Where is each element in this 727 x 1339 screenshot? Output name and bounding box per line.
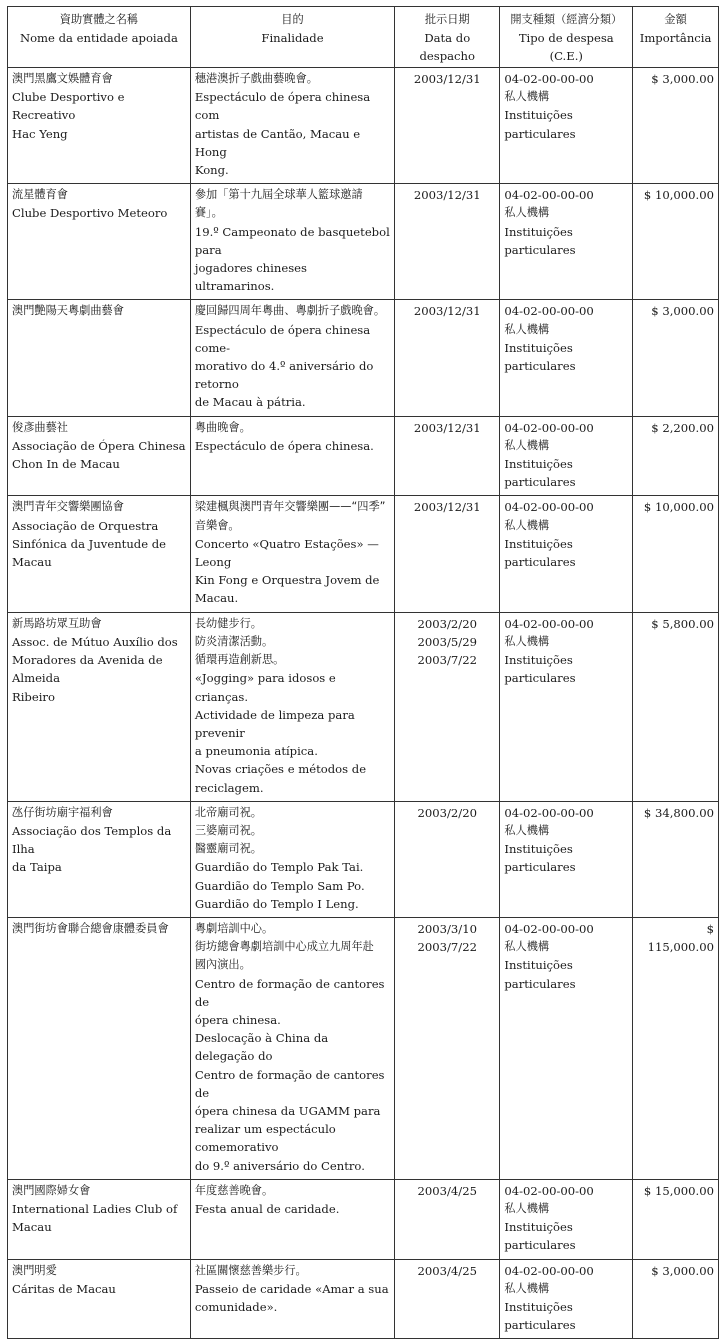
entity-line: Moradores da Avenida de Almeida — [12, 653, 163, 686]
purpose-line: Espectáculo de ópera chinesa come- — [194, 322, 371, 355]
expense-type-line: Instituições particulares — [504, 958, 576, 991]
expense-type-line: 私人機構 — [504, 438, 550, 452]
purpose-line: 年度慈善晚會。 — [194, 1183, 274, 1197]
date-line: 2003/12/31 — [413, 304, 481, 319]
entity-cell — [8, 917, 191, 1179]
purpose-line: morativo do 4.º aniversário do retorno — [194, 359, 374, 392]
amount-cell — [633, 1259, 719, 1339]
entity-line: 澳門艷陽天粵劇曲藝會 — [12, 304, 124, 318]
purpose-cell — [190, 496, 394, 612]
amount-line: $ 3,000.00 — [651, 304, 714, 319]
purpose-line: 粵劇培訓中心。 — [194, 921, 274, 935]
date-line: 2003/4/25 — [417, 1263, 477, 1278]
date-cell — [395, 184, 500, 300]
amount-cell — [633, 612, 719, 801]
entity-line: 流星體育會 — [12, 188, 68, 202]
purpose-line: 循環再造創新思。 — [194, 653, 285, 667]
purpose-line: Guardião do Templo Sam Po. — [194, 878, 365, 893]
purpose-line: 參加「第十九屆全球華人籃球邀請 — [194, 188, 363, 202]
expense-type-line: 04-02-00-00-00 — [504, 72, 594, 86]
entity-cell — [8, 184, 191, 300]
entity-line: da Taipa — [12, 860, 62, 875]
expense-type-cell — [500, 801, 633, 917]
expense-type-cell — [500, 300, 633, 416]
purpose-line: do 9.º aniversário do Centro. — [194, 1158, 365, 1173]
entity-line: Cáritas de Macau — [12, 1281, 116, 1296]
purpose-cell — [190, 416, 394, 496]
header-purpose-pt: Finalidade — [261, 31, 324, 45]
expense-type-line: 04-02-00-00-00 — [504, 188, 594, 203]
expense-type-cell — [500, 496, 633, 612]
expense-type-line: 04-02-00-00-00 — [504, 420, 594, 435]
date-cell — [395, 1259, 500, 1339]
date-cell — [395, 300, 500, 416]
expense-type-line: 私人機構 — [504, 518, 550, 532]
header-date-pt: Data do despacho — [419, 31, 475, 63]
purpose-line: Deslocação à China da delegação do — [194, 1031, 329, 1064]
date-cell — [395, 612, 500, 801]
entity-line: 俊彥曲藝社 — [12, 420, 68, 434]
entity-cell — [8, 496, 191, 612]
purpose-line: Passeio de caridade «Amar a sua — [194, 1281, 389, 1296]
purpose-line: Actividade de limpeza para prevenir — [194, 707, 355, 740]
expense-type-cell — [500, 612, 633, 801]
purpose-line: Concerto «Quatro Estações» — Leong — [194, 536, 379, 570]
expense-type-line: 04-02-00-00-00 — [504, 500, 594, 515]
purpose-line: artistas de Cantão, Macau e Hong — [194, 126, 361, 159]
purpose-line: ópera chinesa. — [194, 1012, 281, 1027]
expense-type-line: 04-02-00-00-00 — [504, 616, 594, 631]
purpose-line: Guardião do Templo Pak Tai. — [194, 860, 364, 875]
entity-line: Chon In de Macau — [12, 457, 120, 472]
expense-type-line: Instituições particulares — [504, 1220, 576, 1253]
table-row — [8, 184, 719, 300]
header-amount — [633, 7, 719, 68]
amount-cell — [633, 300, 719, 416]
expense-type-line: 私人機構 — [504, 1201, 550, 1215]
entity-line: Ribeiro — [12, 689, 55, 704]
purpose-cell — [190, 68, 394, 184]
header-entity — [8, 7, 191, 68]
amount-line: $ 115,000.00 — [647, 921, 714, 955]
expense-type-cell — [500, 1259, 633, 1339]
purpose-line: 粵曲晚會。 — [194, 420, 251, 434]
amount-line: $ 10,000.00 — [643, 188, 714, 203]
entity-line: Clube Desportivo e Recreativo — [12, 90, 125, 123]
expense-type-line: Instituições particulares — [504, 108, 576, 141]
entity-line: Sinfónica da Juventude de Macau — [12, 536, 167, 570]
purpose-line: 19.º Campeonato de basquetebol para — [194, 224, 390, 257]
entity-line: Hac Yeng — [12, 126, 68, 141]
header-amount-zh: 金額 — [664, 13, 687, 26]
entity-cell — [8, 612, 191, 801]
header-date-zh: 批示日期 — [424, 13, 470, 26]
amount-cell — [633, 68, 719, 184]
amount-cell — [633, 801, 719, 917]
entity-cell — [8, 801, 191, 917]
entity-cell — [8, 1259, 191, 1339]
amount-line: $ 2,200.00 — [651, 420, 714, 435]
entity-line: Assoc. de Mútuo Auxílio dos — [12, 634, 178, 649]
header-type-zh: 開支種類（經濟分類） — [510, 13, 623, 26]
purpose-line: Espectáculo de ópera chinesa com — [194, 90, 371, 123]
expense-type-line: 私人機構 — [504, 322, 550, 336]
amount-line: $ 3,000.00 — [651, 72, 714, 86]
expense-type-line: 04-02-00-00-00 — [504, 805, 594, 820]
purpose-line: 梁建楓與澳門青年交響樂團——“四季” — [194, 500, 386, 514]
date-line: 2003/4/25 — [417, 1183, 477, 1198]
amount-line: $ 15,000.00 — [643, 1183, 714, 1198]
expense-type-line: 私人機構 — [504, 206, 550, 220]
expense-type-line: Instituições particulares — [504, 340, 576, 374]
purpose-line: 穗港澳折子戲曲藝晚會。 — [194, 72, 318, 85]
table-row — [8, 1179, 719, 1259]
purpose-line: ópera chinesa da UGAMM para — [194, 1103, 381, 1118]
entity-cell — [8, 416, 191, 496]
expense-type-line: 私人機構 — [504, 823, 550, 837]
amount-line: $ 3,000.00 — [651, 1263, 714, 1278]
expense-type-line: 私人機構 — [504, 1281, 550, 1295]
purpose-cell — [190, 612, 394, 801]
purpose-cell — [190, 184, 394, 300]
expense-type-line: 私人機構 — [504, 634, 550, 648]
amount-cell — [633, 184, 719, 300]
purpose-line: Kong. — [194, 163, 229, 178]
purpose-line: de Macau à pátria. — [194, 395, 306, 410]
expense-type-cell — [500, 1179, 633, 1259]
purpose-cell — [190, 300, 394, 416]
header-purpose-zh: 目的 — [281, 13, 304, 26]
purpose-cell — [190, 801, 394, 917]
entity-line: Macau — [12, 1220, 52, 1235]
date-line: 2003/5/29 — [417, 634, 477, 649]
date-cell — [395, 416, 500, 496]
table-row — [8, 801, 719, 917]
table-row — [8, 1259, 719, 1339]
amount-cell — [633, 1179, 719, 1259]
header-date — [395, 7, 500, 68]
date-line: 2003/7/22 — [417, 940, 477, 955]
entity-line: International Ladies Club of — [12, 1201, 178, 1216]
expense-type-line: Instituições particulares — [504, 457, 576, 490]
subsidy-table — [7, 6, 719, 1339]
table-row — [8, 68, 719, 184]
amount-line: $ 5,800.00 — [651, 616, 714, 631]
header-type-pt: Tipo de despesa (C.E.) — [518, 31, 614, 63]
purpose-line: Guardião do Templo I Leng. — [194, 896, 359, 911]
purpose-line: Novas criações e métodos de reciclagem. — [194, 762, 367, 795]
purpose-line: Espectáculo de ópera chinesa. — [194, 438, 374, 453]
date-line: 2003/12/31 — [413, 420, 481, 435]
date-line: 2003/3/10 — [417, 921, 477, 936]
entity-line: 澳門青年交響樂團協會 — [12, 500, 124, 514]
expense-type-cell — [500, 184, 633, 300]
purpose-line: «Jogging» para idosos e crianças. — [194, 671, 336, 704]
amount-line: $ 34,800.00 — [643, 805, 714, 820]
date-cell — [395, 917, 500, 1179]
expense-type-cell — [500, 917, 633, 1179]
purpose-line: 慶回歸四周年粵曲、粵劇折子戲晚會。 — [194, 304, 386, 318]
date-line: 2003/7/22 — [417, 653, 477, 668]
expense-type-line: 04-02-00-00-00 — [504, 921, 594, 936]
purpose-line: 街坊總會粵劇培訓中心成立九周年赴 — [194, 940, 374, 954]
expense-type-line: 私人機構 — [504, 940, 550, 954]
purpose-cell — [190, 1259, 394, 1339]
purpose-line: 長幼健步行。 — [194, 616, 262, 630]
date-cell — [395, 1179, 500, 1259]
expense-type-line: 私人機構 — [504, 90, 550, 104]
header-type — [500, 7, 633, 68]
date-line: 2003/2/20 — [417, 616, 477, 631]
entity-cell — [8, 300, 191, 416]
entity-line: 澳門街坊會聯合總會康體委員會 — [12, 921, 169, 935]
amount-cell — [633, 917, 719, 1179]
header-amount-pt: Importância — [639, 31, 712, 45]
purpose-line: 三婆廟司祝。 — [194, 823, 262, 837]
purpose-line: a pneumonia atípica. — [194, 744, 318, 759]
expense-type-line: Instituições particulares — [504, 536, 576, 570]
date-cell — [395, 68, 500, 184]
table-row — [8, 300, 719, 416]
purpose-line: Centro de formação de cantores de — [194, 1067, 385, 1100]
expense-type-line: 04-02-00-00-00 — [504, 1263, 594, 1278]
header-row — [8, 7, 719, 68]
entity-line: 氹仔街坊廟宇福利會 — [12, 805, 113, 819]
purpose-line: Kin Fong e Orquestra Jovem de Macau. — [194, 573, 380, 606]
header-entity-zh: 資助實體之名稱 — [59, 13, 139, 26]
expense-type-cell — [500, 416, 633, 496]
purpose-line: 醫靈廟司祝。 — [194, 842, 262, 856]
purpose-cell — [190, 1179, 394, 1259]
entity-cell — [8, 1179, 191, 1259]
header-purpose — [190, 7, 394, 68]
purpose-line: 國內演出。 — [194, 958, 251, 972]
expense-type-line: Instituições particulares — [504, 653, 576, 686]
amount-line: $ 10,000.00 — [643, 500, 714, 515]
entity-line: 澳門明愛 — [12, 1263, 57, 1277]
entity-line: Associação de Ópera Chinesa — [12, 438, 186, 453]
date-cell — [395, 801, 500, 917]
purpose-line: 音樂會。 — [194, 518, 240, 532]
table-body — [8, 68, 719, 1339]
date-line: 2003/12/31 — [413, 188, 481, 203]
entity-line: Clube Desportivo Meteoro — [12, 206, 168, 221]
purpose-line: realizar um espectáculo comemorativo — [194, 1122, 336, 1155]
expense-type-line: 04-02-00-00-00 — [504, 304, 594, 319]
entity-line: Associação de Orquestra — [12, 518, 159, 533]
entity-line: 澳門國際婦女會 — [12, 1183, 91, 1197]
entity-line: Associação dos Templos da Ilha — [12, 823, 172, 857]
expense-type-line: Instituições particulares — [504, 842, 576, 875]
purpose-line: 北帝廟司祝。 — [194, 805, 262, 819]
header-entity-pt: Nome da entidade apoiada — [19, 31, 178, 45]
purpose-line: 防炎清潔活動。 — [194, 634, 274, 648]
table-row — [8, 496, 719, 612]
amount-cell — [633, 416, 719, 496]
purpose-line: Festa anual de caridade. — [194, 1201, 340, 1216]
purpose-line: 賽」。 — [194, 206, 223, 220]
purpose-line: 社區關懷慈善樂步行。 — [194, 1263, 307, 1277]
expense-type-line: Instituições particulares — [504, 1300, 576, 1333]
purpose-line: jogadores chineses ultramarinos. — [194, 261, 307, 294]
table-row — [8, 917, 719, 1179]
entity-line: 澳門黑鷹文娛體育會 — [12, 72, 113, 85]
date-line: 2003/12/31 — [413, 500, 481, 515]
expense-type-line: Instituições particulares — [504, 224, 576, 257]
purpose-cell — [190, 917, 394, 1179]
expense-type-cell — [500, 68, 633, 184]
date-line: 2003/2/20 — [417, 805, 477, 820]
table-row — [8, 612, 719, 801]
purpose-line: Centro de formação de cantores de — [194, 976, 385, 1009]
table-row — [8, 416, 719, 496]
purpose-line: comunidade». — [194, 1300, 278, 1314]
date-cell — [395, 496, 500, 612]
expense-type-line: 04-02-00-00-00 — [504, 1183, 594, 1198]
entity-line: 新馬路坊眾互助會 — [12, 616, 102, 630]
entity-cell — [8, 68, 191, 184]
amount-cell — [633, 496, 719, 612]
date-line: 2003/12/31 — [413, 72, 481, 86]
